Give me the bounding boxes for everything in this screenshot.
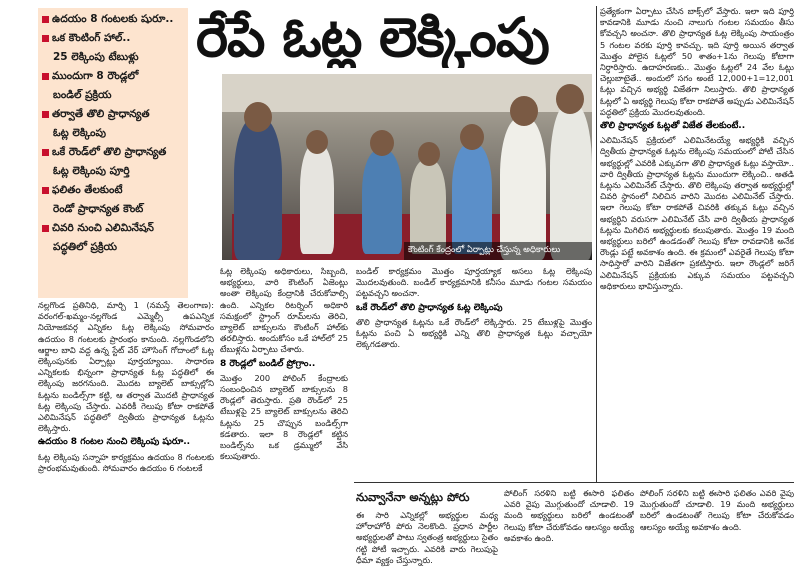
highlight-item: ఒకే రౌండ్‌లో తొలి ప్రాధాన్యత <box>42 144 184 160</box>
photo-person <box>410 160 446 254</box>
photo-person <box>234 118 282 260</box>
highlight-item: ఓట్ల లెక్కింపు పూర్తి <box>53 165 130 177</box>
paragraph: ఓట్ల లెక్కింపు సన్నాహ కార్యక్రమం ఉదయం 8 గంటలకు ప్రారంభమవుతుంది. సోమవారం ఉదయం 6 గంటలకే <box>38 451 214 473</box>
subheading: తొలి ప్రాధాన్యత ఓట్లతో విజేత తేలకుంటే.. <box>600 121 746 132</box>
paragraph: ఎలిమినేషన్‌ ప్రక్రియలో ఎలిమినేటయ్యే అభ్యర్థికి వచ్చిన ద్వితీయ ప్రాధాన్యత ఓట్లను లెక్కింపు సమయంలో పోటీ చేసిన అభ్యర్థుల్లో ఎవరికి ఎక్కువగా తొలి ప్రాధాన్యత ఓట్లు వస్తాయో.. వారి ద్వితీయ ప్రాధాన్యత ఓట్లను ముందుగా లెక్కించి.. అతడి ఓట్లను ఎలిమినేట్‌ చేస్తారు. తొలి లెక్కింపు తర్వాత అభ్యర్థుల్లో చివరి స్థానంలో నిలిచిన వారిని మొదట ఎలిమినేట్‌ చేస్తారు. ఇలా గెలుపు కోటా రాకపోతే చివరికి తక్కువ ఓట్లు వచ్చిన అభ్యర్థిని వరుసగా ఎలిమినేట్‌ చేసి వారి ద్వితీయ ప్రాధాన్యత ఓట్లను మిగిలిన అభ్యర్థులకు కలుపుతారు. మొత్తం 19 మంది అభ్యర్థులు బరిలో ఉండడంతో గెలుపు కోటా రావడానికి అనేక రౌండ్లు పట్టే అవకాశం ఉంది. ఈ క్రమంలో ఎవరైతే గెలుపు కోటా సాధిస్తారో వారిని విజేతగా ప్రకటిస్తారు. ఇలా రౌండ్లలో జరిగే ఎలిమినేషన్‌ ప్రక్రియకు ఎక్కువ సమయం పట్టవచ్చని అధికారులు భావిస్తున్నారు. <box>600 135 794 291</box>
photo-person <box>300 144 334 254</box>
bullet-icon <box>42 187 49 194</box>
counting-center-photo <box>222 74 592 260</box>
highlight-item: పద్ధతిలో ప్రక్రియ <box>53 241 117 253</box>
highlight-item: చివరి నుంచి ఎలిమినేషన్‌ <box>42 220 184 236</box>
page-headline: రేపే ఓట్ల లెక్కింపు <box>196 6 549 68</box>
bullet-icon <box>42 16 49 23</box>
highlight-item: ఓట్ల లెక్కింపు <box>53 127 106 139</box>
highlight-item: ఒక కౌంటింగ్‌ హాల్‌.. <box>42 30 184 46</box>
paragraph: ఈ సారి ఎన్నికల్లో అభ్యర్థుల మధ్య హోరాహోరీ పోరు నెలకొంది. ప్రధాన పార్టీల అభ్యర్థులతో పాటు స్వతంత్ర అభ్యర్థులు సైతం గట్టి పోటీ ఇచ్చారు. ఎవరికి వారు గెలుపుపై ధీమా వ్యక్తం చేస్తున్నారు. <box>356 510 498 565</box>
divider <box>354 482 794 483</box>
photo-person-head <box>510 96 538 126</box>
article-left-column <box>38 300 214 568</box>
article-mid-right-column <box>356 266 592 478</box>
highlight-item: బండిల్‌ ప్రక్రియ <box>53 89 112 101</box>
highlight-item: ఉదయం 8 గంటలకు షురూ.. <box>42 11 184 27</box>
paragraph: పోలింగ్‌ సరళిని బట్టి ఈసారి ఫలితం ఎవరి వైపు మొగ్గుతుందో చూడాలి. 19 మంది అభ్యర్థులు బరిలో ఉండటంతో గెలుపు కోటా చేరుకోవడం ఆలస్యం అయ్యే అవకాశం ఉంది. <box>504 488 634 543</box>
divider <box>596 6 597 482</box>
bullet-icon <box>42 73 49 80</box>
bullet-icon <box>42 149 49 156</box>
paragraph: ఓట్ల లెక్కింపు అధికారులు, సిబ్బంది, అభ్యర్థులు, వారి కౌంటింగ్‌ ఏజెంట్లు అంతా లెక్కింపు కేంద్రానికి చేరుకోవాల్సి ఉంది. ఎన్నికల రిటర్నింగ్‌ అధికారి సమక్షంలో స్ట్రాంగ్‌ రూమ్‌లను తెరిచి, బ్యాలెట్‌ బాక్సులను కౌంటింగ్‌ హాల్‌కు తరలిస్తారు. అందుకోసం ఒకే హాల్‌లో 25 టేబుళ్లను ఏర్పాటు చేశారు. <box>220 266 348 355</box>
photo-caption: కౌంటింగ్‌ కేంద్రంలో ఏర్పాట్లు చేస్తున్న అధికారులు <box>404 242 592 260</box>
paragraph: తొలి ప్రాధాన్యత ఓట్లను ఒకే రౌండ్‌లో లెక్కిస్తారు. 25 టేబుళ్లపై మొత్తం ఓట్లను పంచి ఏ అభ్యర్థికి ఎన్ని తొలి ప్రాధాన్యత ఓట్లు వచ్చాయో లెక్కగడతారు. <box>356 316 592 350</box>
photo-person <box>500 118 546 260</box>
sub-article-column-3 <box>640 488 794 568</box>
photo-person-head <box>460 124 484 150</box>
photo-person <box>452 144 492 254</box>
highlight-item: 25 లెక్కింపు టేబుళ్లు <box>53 51 139 63</box>
photo-person-head <box>244 102 272 132</box>
highlight-item: ముందుగా 8 రౌండ్లలో <box>42 68 184 84</box>
paragraph: పోలింగ్‌ సరళిని బట్టి ఈసారి ఫలితం ఎవరి వైపు మొగ్గుతుందో చూడాలి. 19 మంది అభ్యర్థులు బరిలో ఉండటంతో గెలుపు కోటా చేరుకోవడం ఆలస్యం అయ్యే అవకాశం ఉంది. <box>640 488 794 532</box>
highlight-item: తర్వాతే తొలి ప్రాధాన్యత <box>42 106 184 122</box>
sub-article-column-1 <box>356 510 498 568</box>
photo-person-head <box>418 142 440 166</box>
subheading: ఒకే రౌండ్‌లో తొలి ప్రాధాన్యత ఓట్ల లెక్కింపు <box>356 302 503 313</box>
paragraph: నల్లగొండ ప్రతినిధి, మార్చి 1 (నమస్తే తెలంగాణ): వరంగల్‌-ఖమ్మం-నల్లగొండ ఎమ్మెల్సీ ఉపఎన్నిక నియోజకవర్గ ఎన్నికల ఓట్ల లెక్కింపు సోమవారం ఉదయం 8 గంటలకు ప్రారంభం కానుంది. నల్లగొండలోని ఆర్జాల బావి వద్ద ఉన్న స్టేట్‌ వేర్‌ హౌసింగ్‌ గోదాంలో ఓట్ల లెక్కింపునకు ఏర్పాట్లు పూర్తయ్యాయి. సాధారణ ఎన్నికలకు భిన్నంగా ప్రాధాన్యత ఓట్ల పద్ధతిలో ఈ లెక్కింపు జరగనుంది. మొదట బ్యాలెట్‌ బాక్సుల్లోని ఓట్లను బండిల్స్‌గా కట్టి, ఆ తర్వాత మొదటి ప్రాధాన్యత ఓట్ల లెక్కింపు చేస్తారు. ఎవరికీ గెలుపు కోటా రాకపోతే ఎలిమినేషన్‌ పద్ధతిలో ద్వితీయ ప్రాధాన్యత ఓట్లను లెక్కిస్తారు. <box>38 300 214 434</box>
photo-person <box>362 150 402 254</box>
paragraph: బండిల్‌ కార్యక్రమం మొత్తం పూర్తయ్యాక అసలు ఓట్ల లెక్కింపు మొదలవుతుంది. బండిల్‌ కార్యక్రమానికి కనీసం మూడు గంటల సమయం పట్టవచ్చని అంచనా. <box>356 266 592 299</box>
highlight-item: రెండో ప్రాధాన్యత కౌంట్‌ <box>53 203 144 215</box>
photo-person-head <box>556 84 584 114</box>
bullet-icon <box>42 35 49 42</box>
subheading: ఉదయం 8 గంటల నుంచి లెక్కింపు షురూ.. <box>38 437 191 448</box>
subheading: 8 రౌండ్లలో బండిల్‌ ప్రోగ్రాం.. <box>220 358 316 369</box>
bullet-icon <box>42 225 49 232</box>
photo-person-head <box>370 130 394 156</box>
paragraph: మొత్తం 200 పోలింగ్‌ కేంద్రాలకు సంబంధించిన బ్యాలెట్‌ బాక్సులను 8 రౌండ్లలో తెరుస్తారు. ప్రతి రౌండ్‌లో 25 టేబుళ్లపై 25 బ్యాలెట్‌ బాక్సులను తెరిచి ఓట్లను 25 చొప్పున బండిల్స్‌గా కడతారు. ఇలా 8 రౌండ్లలో కట్టిన బండిల్స్‌ను ఒక డ్రమ్ములో వేసి కలుపుతారు. <box>220 372 348 462</box>
photo-person <box>550 104 592 260</box>
paragraph: ప్రత్యేకంగా ఏర్పాటు చేసిన బాక్స్‌లో వేస్తారు. ఇలా ఇది పూర్తి కావడానికి మూడు నుంచి నాలుగు గంటల సమయం తీసు కోవచ్చని అంచనా. తొలి ప్రాధాన్యత ఓట్ల లెక్కింపు సాయంత్రం 5 గంటల వరకు పూర్తి కావచ్చు. ఇది పూర్తి అయిన తర్వాత మొత్తం పోలైన ఓట్లలో 50 శాతం+1ను గెలుపు కోటాగా నిర్ధారిస్తారు. ఉదాహరణకు.. మొత్తం ఓట్లలో 24 వేల ఓట్లు చెల్లుబాటైతే.. అందులో సగం అంటే 12,000+1=12,001 ఓట్లు వచ్చిన అభ్యర్థి విజేతగా నిలుస్తారు. తొలి ప్రాధాన్యత ఓట్లలో ఏ అభ్యర్థి గెలుపు కోటా రాకపోతే అప్పుడు ఎలిమినేషన్‌ పద్ధతిలో ప్రక్రియ మొదలవుతుంది. <box>600 6 794 117</box>
bullet-icon <box>42 111 49 118</box>
article-right-column <box>600 6 794 394</box>
sub-article-column-2 <box>504 488 634 568</box>
highlight-item: ఫలితం తేలకుంటే <box>42 182 184 198</box>
highlights-box <box>38 8 188 298</box>
photo-person-head <box>306 130 328 154</box>
sub-article-headline: నువ్వానేనా అన్నట్లు పోరు <box>356 490 470 504</box>
article-mid-left-column <box>220 266 348 568</box>
